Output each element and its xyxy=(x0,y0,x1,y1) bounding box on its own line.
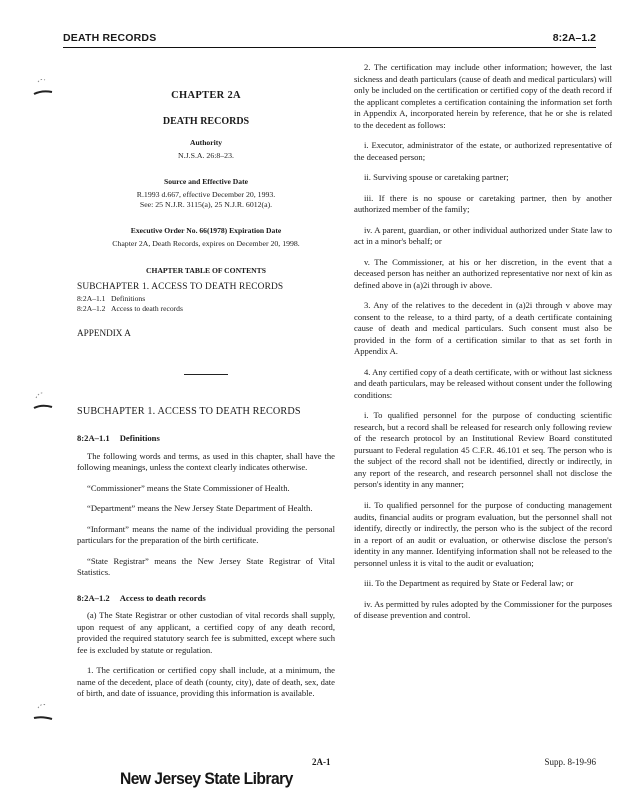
paragraph-a2-iii: iii. If there is no spouse or caretaking partner, then by another authorized member of the family; xyxy=(354,192,612,215)
definition-commissioner: “Commissioner” means the State Commissioner of Health. xyxy=(87,482,290,493)
supplement-date: Supp. 8-19-96 xyxy=(544,757,596,767)
paragraph-a4-ii: ii. To qualified personnel for the purpose of conducting management audits, financial audits or program evaluation, but the personnel shall not identify, directly or indirectly, the person who is the subject of the record in a report of an audit or evaluation, or otherwise disclose the person's identity in any manner. Identifying information shall not be released to the personnel unless it is vital to the audit or evaluation; xyxy=(354,499,612,568)
right-column xyxy=(354,62,612,622)
definition-informant: “Informant” means the name of the individual providing the personal particulars for the preparation of the birth certificate. xyxy=(77,523,335,546)
library-stamp: New Jersey State Library xyxy=(120,769,293,788)
definitions-intro: The following words and terms, as used in this chapter, shall have the following meanings, unless the context clearly indicates otherwise. xyxy=(77,450,335,473)
section-number: 8:2A–1.1 xyxy=(77,433,110,444)
chapter-number: CHAPTER 2A xyxy=(171,90,241,101)
paragraph-a4-i: i. To qualified personnel for the purpose of conducting scientific research, but a record shall be released for research only following review of the research protocol by an Institutional Review Board constituted pursuant to Federal regulation 45 C.F.R. 46.101 et seq. The person who is the subject of the record shall not be identified, directly or indirectly, in any report of the research, and research personnel shall not disclose the person's identity in any manner; xyxy=(354,410,612,490)
paragraph-a2-ii: ii. Surviving spouse or caretaking partner; xyxy=(364,172,509,183)
paragraph-a4-iv: iv. As permitted by rules adopted by the Commissioner for the purposes of disease prevention and control. xyxy=(354,598,612,621)
chapter-title: DEATH RECORDS xyxy=(162,116,250,128)
source-heading: Source and Effective Date xyxy=(163,177,248,187)
paragraph-a2-i: i. Executor, administrator of the estate, or authorized representative of the deceased person; xyxy=(354,140,612,162)
header-rule xyxy=(63,47,596,48)
section-divider xyxy=(184,374,228,375)
definition-department: “Department” means the New Jersey State Department of Health. xyxy=(87,503,313,514)
toc-row-title: Access to death records xyxy=(111,303,183,313)
section-heading-access xyxy=(77,593,335,605)
paragraph-a2-v: v. The Commissioner, at his or her discretion, in the event that a deceased person has neither an authorized representative nor next of kin as defined above in (a)2i through iv above. xyxy=(354,256,612,290)
header-title: DEATH RECORDS xyxy=(63,32,157,44)
source-line: See: 25 N.J.R. 3115(a), 25 N.J.R. 6012(a). xyxy=(139,199,273,209)
toc-row xyxy=(77,294,335,303)
paragraph-a3: 3. Any of the relatives to the decedent in (a)2i through v above may consent to the release, to a third party, of a death certificate containing cause of death and medical particulars. Such consent must also be provided in the form of a certification similar to that as set forth in Appendix A. xyxy=(354,300,612,357)
section-title: Access to death records xyxy=(119,592,206,603)
toc-heading: CHAPTER TABLE OF CONTENTS xyxy=(146,266,266,276)
paragraph-a: (a) The State Registrar or other custodian of vital records shall supply, upon request of any applicant, a certified copy of any death record, provided the required statutory search fee is submitted, except where such fee is excluded by statute or regulation. xyxy=(77,610,335,655)
authority-heading: Authority xyxy=(189,138,223,148)
page-number: 2A-1 xyxy=(312,757,331,767)
binder-hole-mark xyxy=(30,700,56,724)
authority-text: N.J.S.A. 26:8–23. xyxy=(178,150,234,160)
left-column xyxy=(77,62,335,700)
paragraph-a1: 1. The certification or certified copy shall include, at a minimum, the name of the decedent, place of death (county, city), date of death, sex, date of birth, and date of issuance, providing this information is available. xyxy=(77,665,335,699)
toc-row xyxy=(77,304,335,313)
toc-row-number: 8:2A–1.1 xyxy=(77,294,106,304)
running-header xyxy=(63,30,596,46)
expiration-heading: Executive Order No. 66(1978) Expiration Date xyxy=(130,225,282,235)
source-text xyxy=(77,190,335,209)
toc-subchapter: SUBCHAPTER 1. ACCESS TO DEATH RECORDS xyxy=(77,282,284,293)
paragraph-a2-iv: iv. A parent, guardian, or other individual authorized under State law to act in a minor's behalf; or xyxy=(354,224,612,247)
paragraph-a2: 2. The certification may include other information; however, the last sickness and death particulars (cause of death and medical particulars) will only be included on the certification or certified copy of the death record if the applicant completes a certification containing the information set forth in Appendix A, incorporated herein by reference, that he or she is related to the decedent as follows: xyxy=(354,62,612,130)
section-heading-definitions xyxy=(77,433,335,445)
section-title: Definitions xyxy=(119,433,160,444)
binder-hole-mark xyxy=(30,388,56,412)
subchapter-heading: SUBCHAPTER 1. ACCESS TO DEATH RECORDS xyxy=(77,406,301,418)
toc-row-title: Definitions xyxy=(111,294,146,304)
source-line: R.1993 d.667, effective December 20, 1993. xyxy=(136,190,276,200)
paragraph-a4-iii: iii. To the Department as required by State or Federal law; or xyxy=(364,578,574,589)
expiration-text: Chapter 2A, Death Records, expires on December 20, 1998. xyxy=(112,238,300,248)
definition-state-registrar: “State Registrar” means the New Jersey State Registrar of Vital Statistics. xyxy=(77,555,335,578)
binder-hole-mark xyxy=(30,72,56,96)
paragraph-a4: 4. Any certified copy of a death certificate, with or without last sickness and death particulars, may be released without consent under the following conditions: xyxy=(354,366,612,400)
header-section-number: 8:2A–1.2 xyxy=(552,32,596,44)
toc-row-number: 8:2A–1.2 xyxy=(77,303,106,313)
toc-appendix: APPENDIX A xyxy=(77,328,131,339)
section-number: 8:2A–1.2 xyxy=(77,592,110,603)
